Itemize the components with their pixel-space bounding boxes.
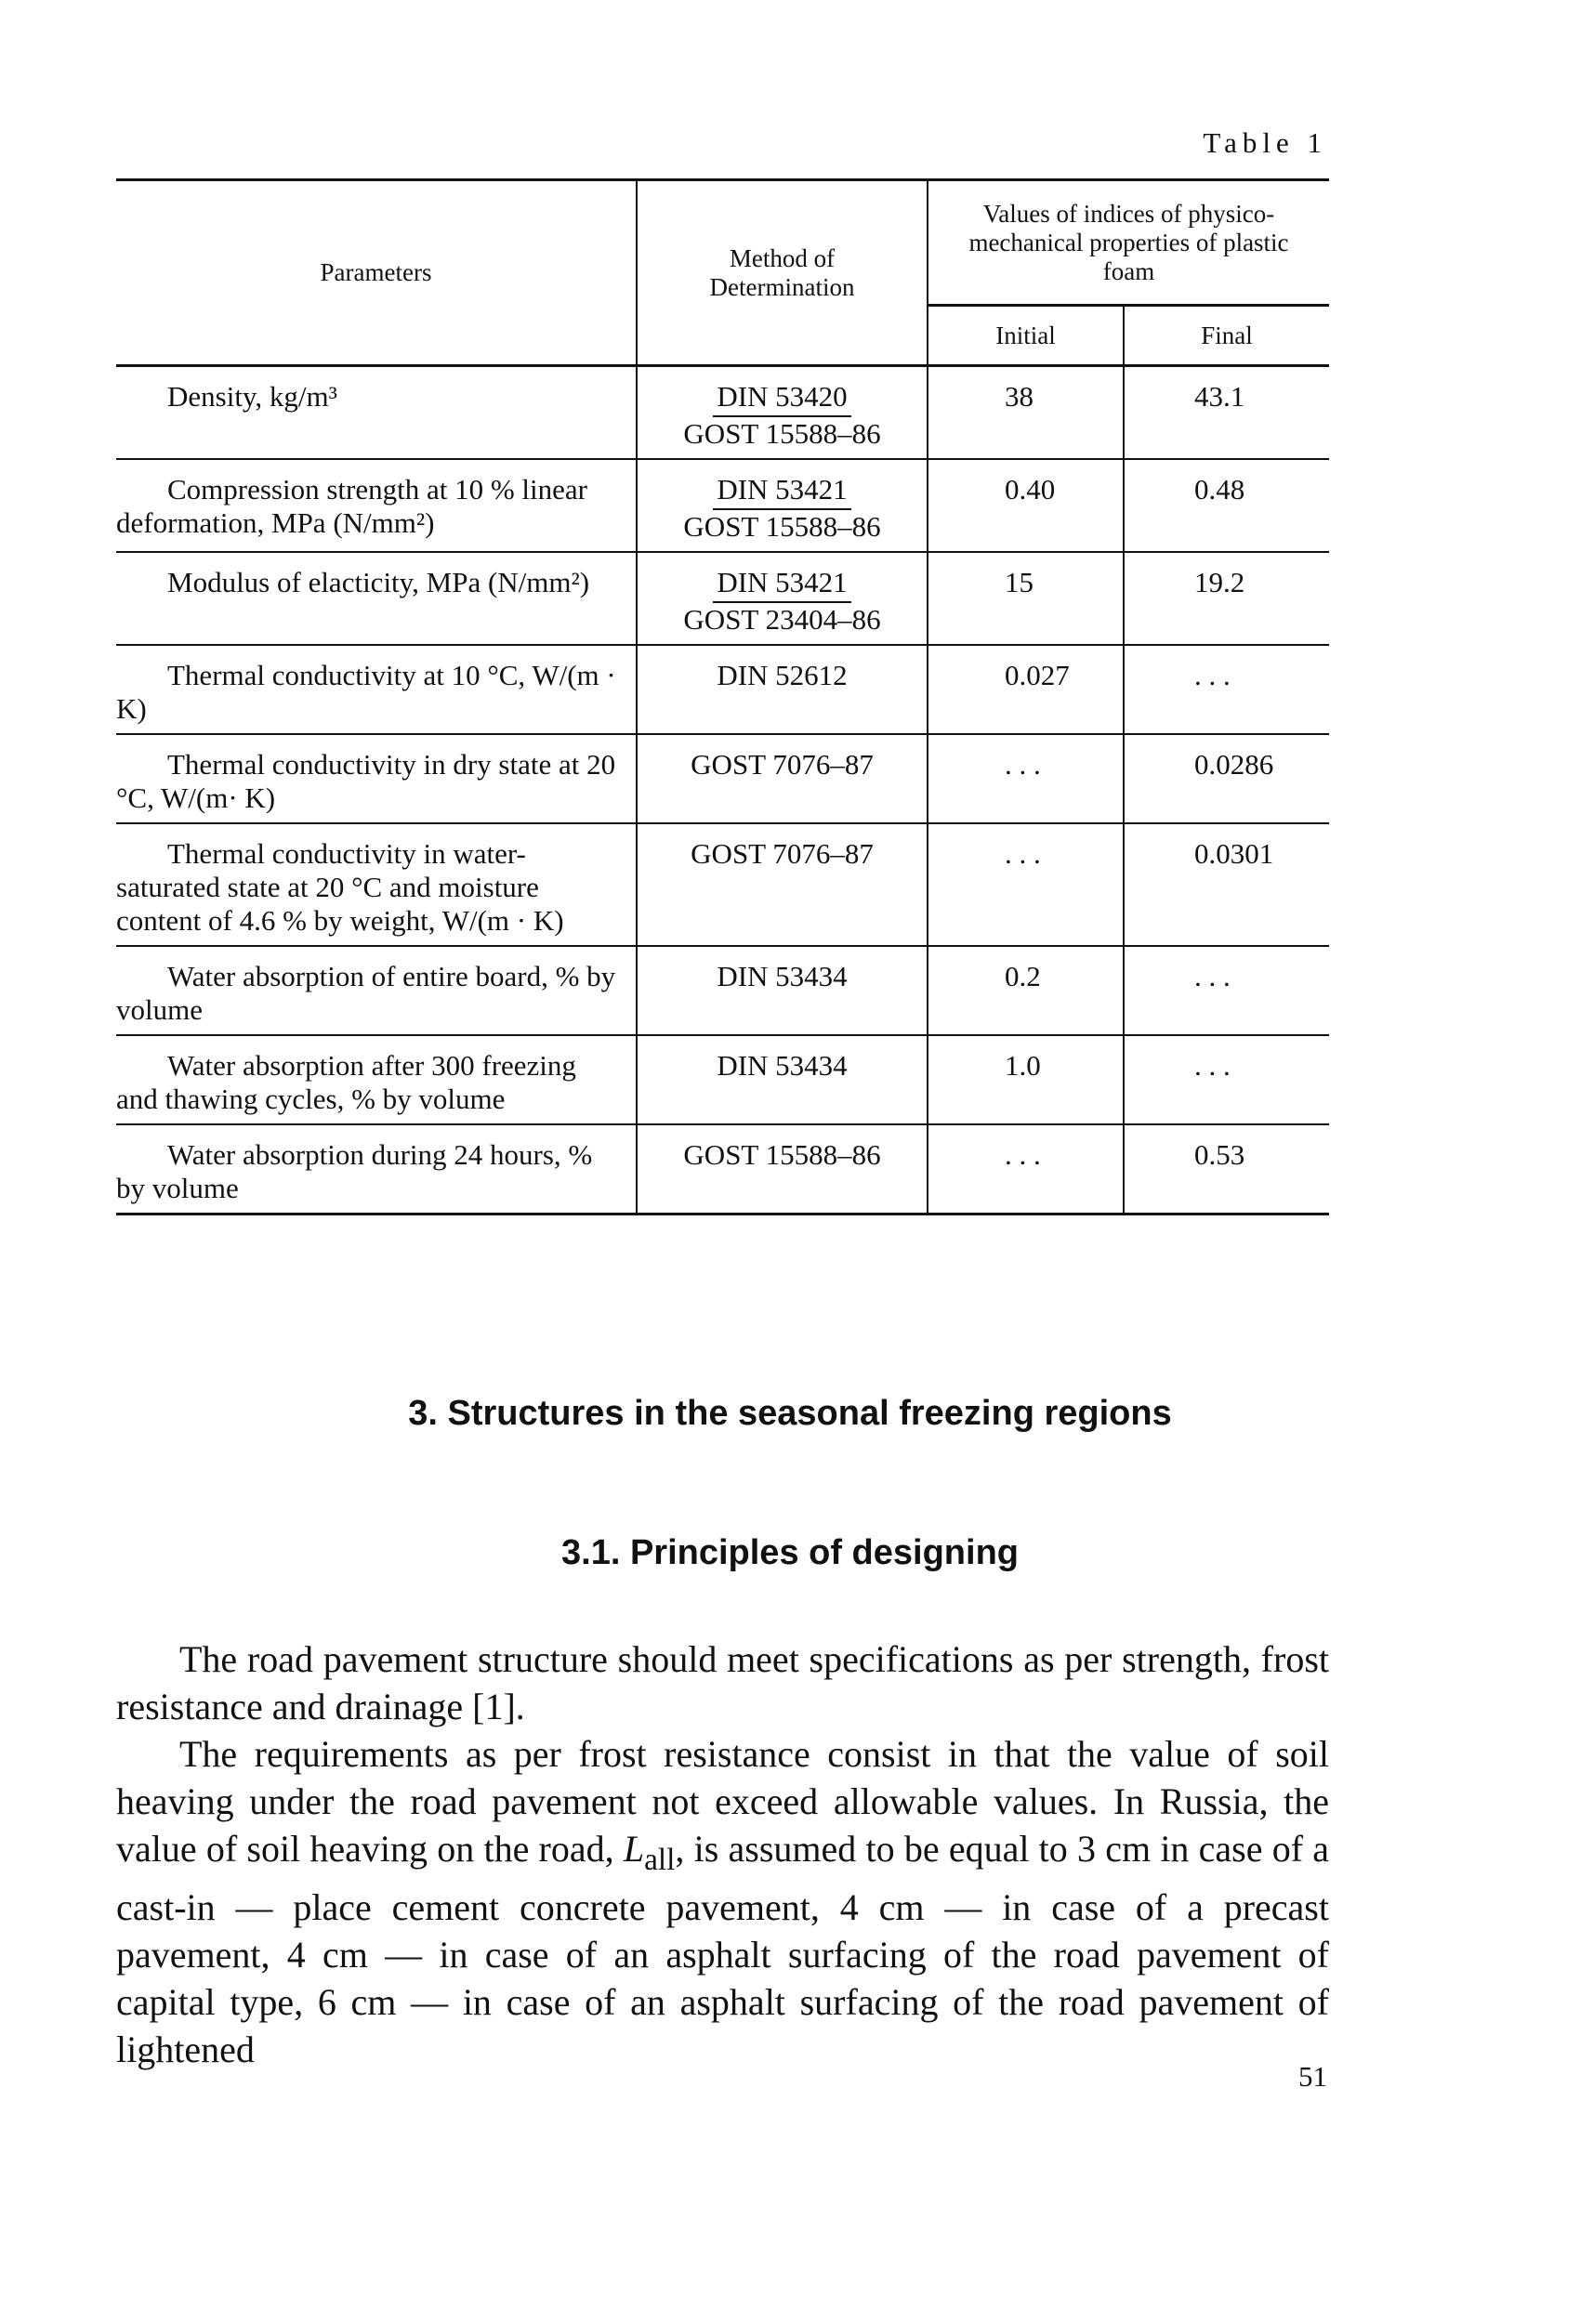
method-cell: GOST 7076–87 [637, 823, 928, 946]
table-row [116, 645, 1329, 734]
method-secondary: GOST 15588–86 [683, 510, 881, 543]
table-row [116, 552, 1329, 645]
param-cell [116, 1035, 637, 1124]
param-text: Water absorption of entire board, % by volume [116, 960, 616, 1026]
properties-table [116, 178, 1329, 1215]
method-primary: DIN 53421 [713, 566, 850, 603]
body-text [116, 1635, 1329, 2073]
final-value: 43.1 [1124, 366, 1329, 460]
initial-value: . . . [928, 823, 1124, 946]
page-number: 51 [1298, 2060, 1327, 2093]
param-cell [116, 459, 637, 552]
final-value: 0.53 [1124, 1124, 1329, 1215]
header-method-text: Method of Determination [709, 243, 855, 301]
properties-table-container [116, 178, 1329, 1215]
param-cell [116, 366, 637, 460]
initial-value: . . . [928, 1124, 1124, 1215]
table-row [116, 946, 1329, 1035]
method-secondary: GOST 23404–86 [683, 603, 881, 636]
param-cell [116, 645, 637, 734]
param-text: Thermal conductivity at 10 °C, W/(m · K) [116, 659, 616, 725]
initial-value: 1.0 [928, 1035, 1124, 1124]
initial-value: 0.40 [928, 459, 1124, 552]
table-row [116, 823, 1329, 946]
param-text: Compression strength at 10 % linear deformation, MPa (N/mm²) [116, 473, 587, 539]
table-caption: Table 1 [1203, 126, 1327, 159]
param-cell [116, 552, 637, 645]
initial-value: . . . [928, 734, 1124, 823]
param-text: Modulus of elacticity, MPa (N/mm²) [167, 566, 590, 598]
param-text: Density, kg/m³ [167, 380, 337, 413]
param-cell [116, 946, 637, 1035]
table-row [116, 366, 1329, 460]
final-value: 0.48 [1124, 459, 1329, 552]
final-value: . . . [1124, 946, 1329, 1035]
method-cell: DIN 53434 [637, 946, 928, 1035]
param-cell [116, 734, 637, 823]
param-cell [116, 1124, 637, 1215]
table-row [116, 1035, 1329, 1124]
method-cell: DIN 53434 [637, 1035, 928, 1124]
final-value: . . . [1124, 1035, 1329, 1124]
method-cell [637, 552, 928, 645]
param-text: Water absorption during 24 hours, % by volume [116, 1138, 593, 1204]
final-value: 0.0301 [1124, 823, 1329, 946]
header-parameters: Parameters [116, 180, 637, 366]
final-value: 0.0286 [1124, 734, 1329, 823]
final-value: . . . [1124, 645, 1329, 734]
paragraph [116, 1730, 1329, 2073]
heave-symbol-subscript: all [644, 1843, 676, 1877]
param-text: Thermal conductivity in dry state at 20 °C, W/(m· K) [116, 748, 616, 814]
subsection-heading: 3.1. Principles of designing [561, 1533, 1019, 1572]
initial-value: 15 [928, 552, 1124, 645]
header-method [637, 180, 928, 366]
header-values [928, 180, 1329, 306]
initial-value: 38 [928, 366, 1124, 460]
method-cell: GOST 15588–86 [637, 1124, 928, 1215]
paragraph-text: The requirements as per frost resistance consist in that the value of soil heaving under the road pavement not exceed allowable values. In Russia, the value of soil heaving on the road, [116, 1733, 1329, 1870]
method-primary: DIN 53420 [713, 380, 850, 417]
table-row [116, 734, 1329, 823]
header-initial: Initial [928, 306, 1124, 366]
initial-value: 0.2 [928, 946, 1124, 1035]
table-row [116, 459, 1329, 552]
table-row [116, 1124, 1329, 1215]
initial-value: 0.027 [928, 645, 1124, 734]
method-secondary: GOST 15588–86 [683, 417, 881, 450]
paragraph-text: , is assumed to be equal to 3 cm in case of a cast-in — place cement concrete pavement, 4 cm — in case of a precast pavement, 4 cm — in case of an asphalt surfacing of the road pavement of capital type, 6 cm — in case of an asphalt surfacing of the road pavement of lightened [116, 1828, 1330, 2070]
param-cell [116, 823, 637, 946]
header-values-text: Values of indices of physico-mechanical properties of plastic foam [968, 199, 1289, 285]
header-final: Final [1124, 306, 1329, 366]
final-value: 19.2 [1124, 552, 1329, 645]
paragraph: The road pavement structure should meet specifications as per strength, frost resistance and drainage [1]. [116, 1638, 1329, 1727]
method-cell: DIN 52612 [637, 645, 928, 734]
section-heading: 3. Structures in the seasonal freezing regions [408, 1394, 1172, 1433]
method-cell [637, 459, 928, 552]
heave-symbol: L [623, 1828, 645, 1870]
param-text: Thermal conductivity in water-saturated state at 20 °C and moisture content of 4.6 % by weight, W/(m · K) [116, 837, 564, 937]
method-cell: GOST 7076–87 [637, 734, 928, 823]
method-cell [637, 366, 928, 460]
param-text: Water absorption after 300 freezing and thawing cycles, % by volume [116, 1049, 576, 1115]
method-primary: DIN 53421 [713, 473, 850, 510]
